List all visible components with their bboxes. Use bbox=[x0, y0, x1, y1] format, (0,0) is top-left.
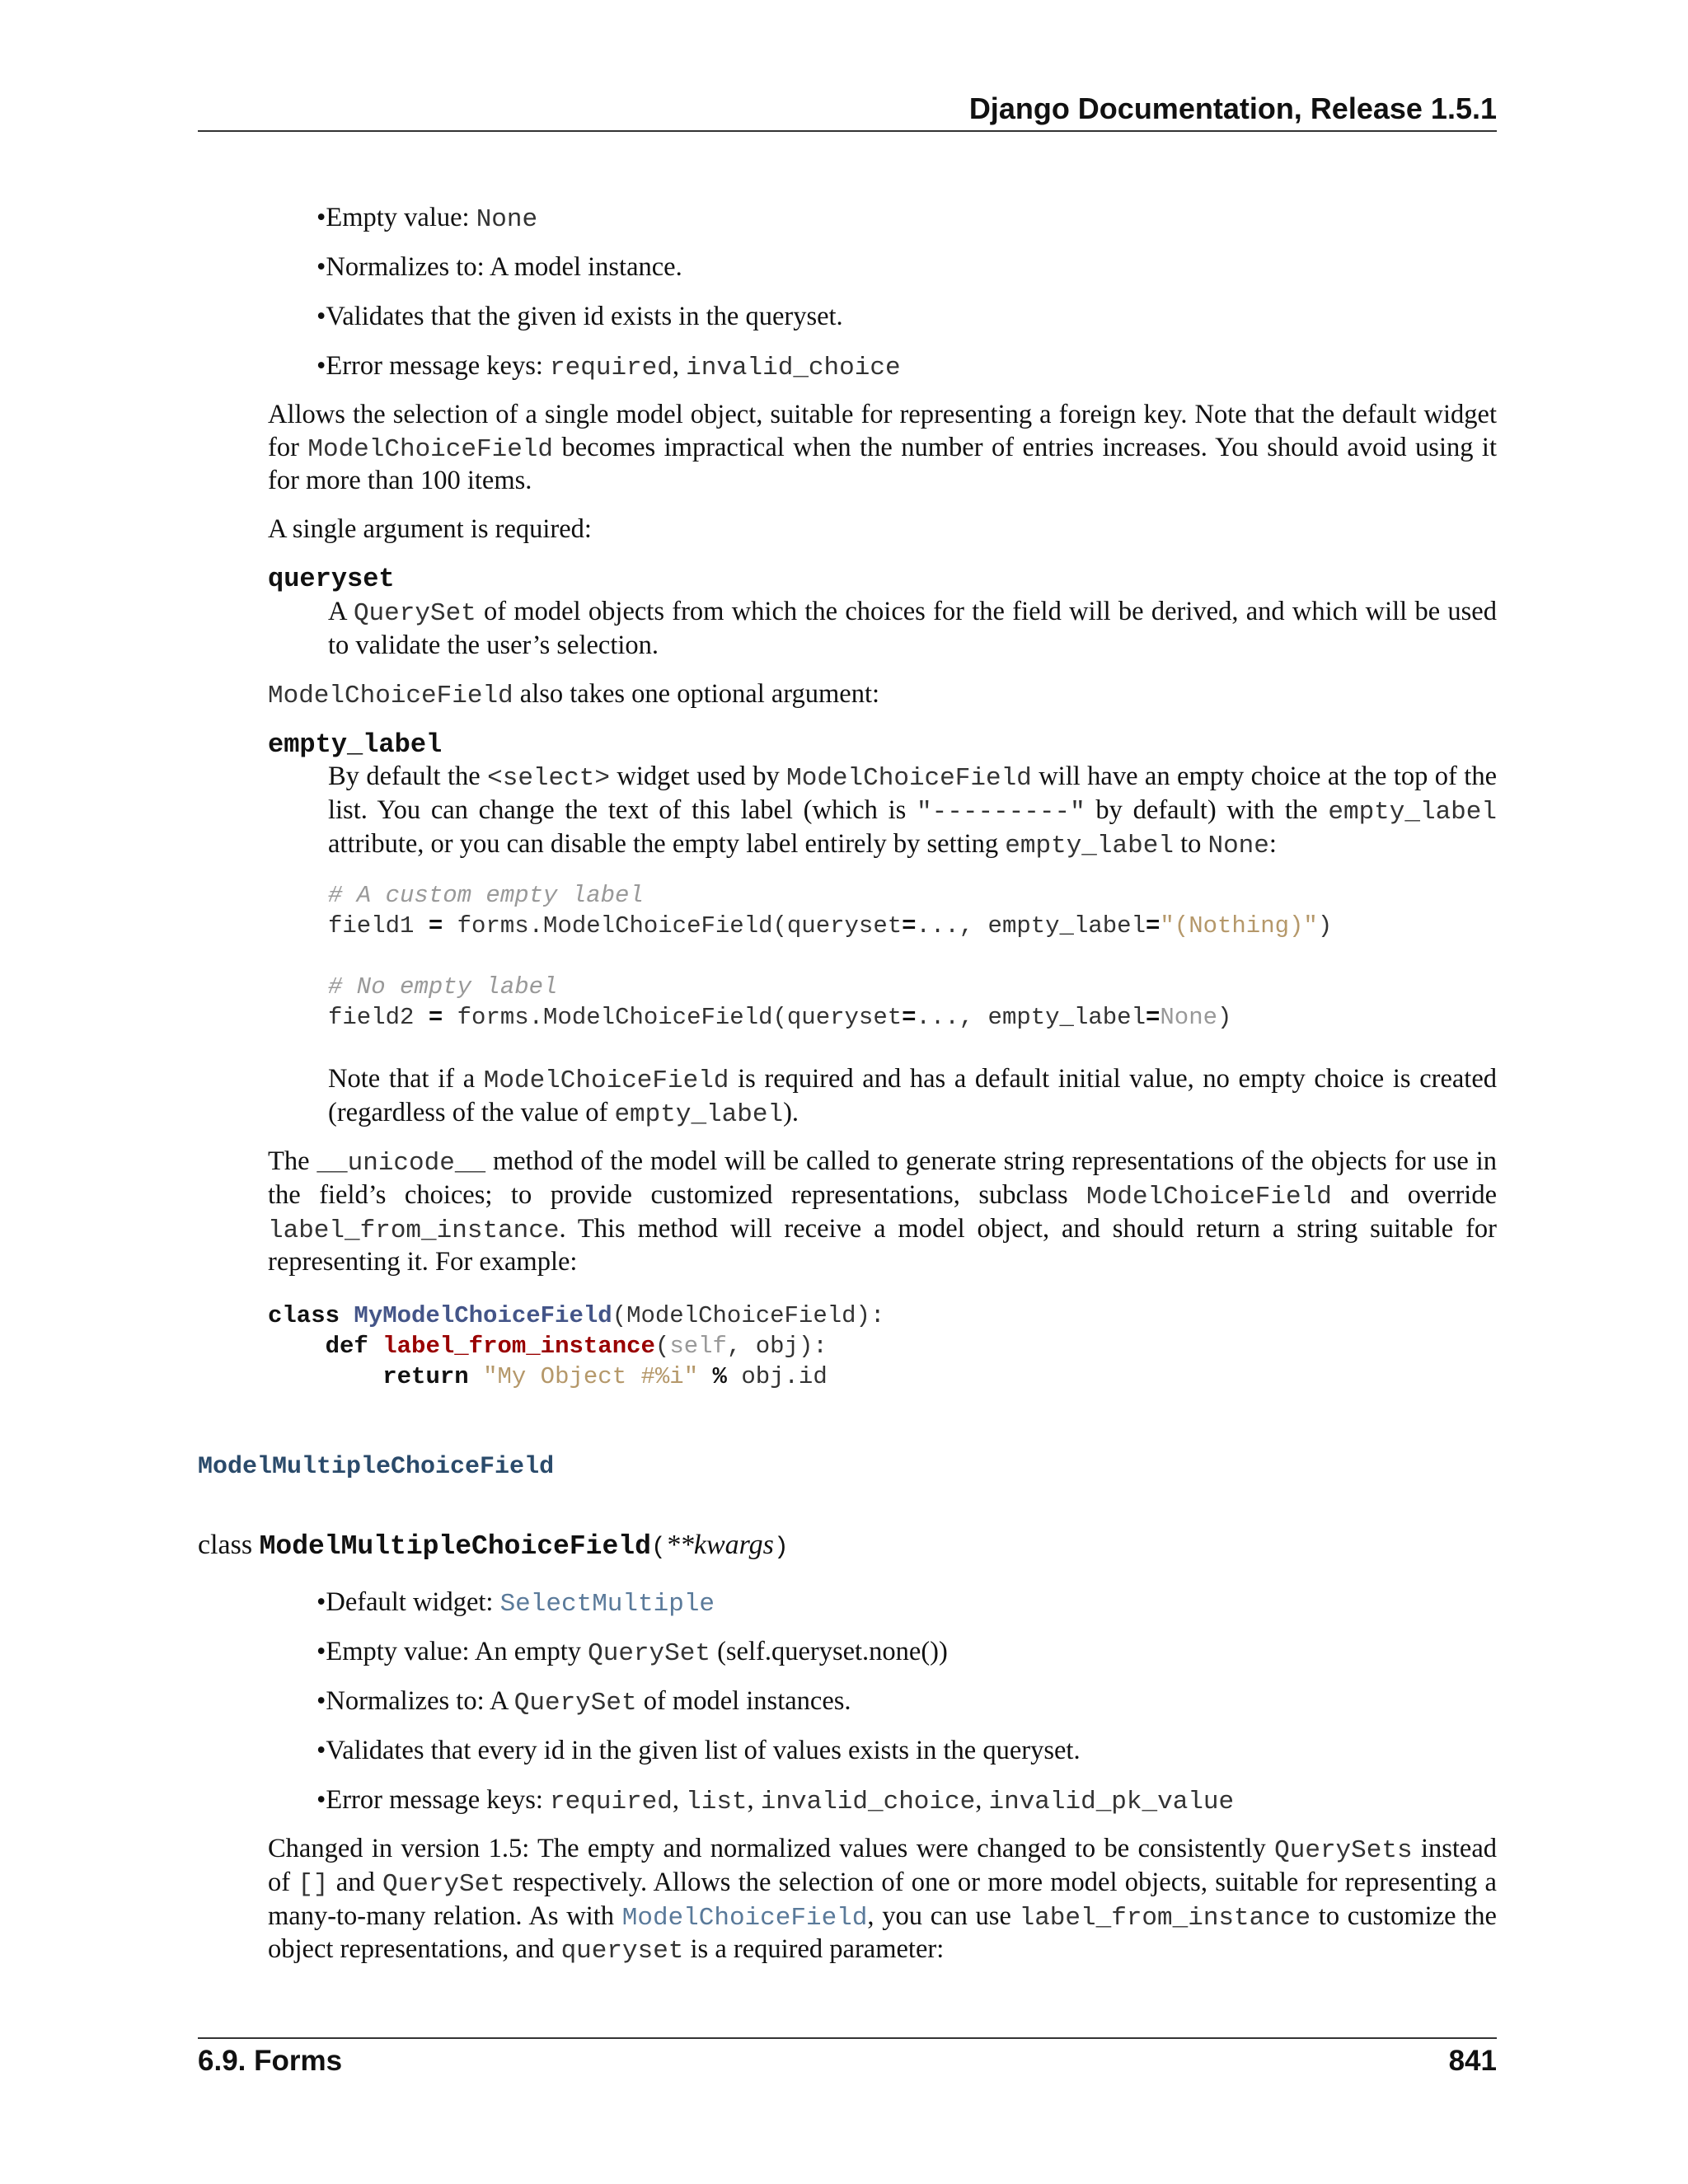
inline-code: QuerySet bbox=[513, 1689, 637, 1718]
text: also takes one optional argument: bbox=[513, 679, 880, 709]
code-text: field2 bbox=[328, 1004, 429, 1031]
term-queryset: queryset bbox=[268, 564, 395, 594]
text: . This method will receive a model object, and should return a string suitable for representing it. For example: bbox=[268, 1213, 1497, 1277]
code-text: ( bbox=[654, 1333, 670, 1360]
separator: , bbox=[672, 1785, 687, 1815]
signature-keyword: class bbox=[198, 1530, 260, 1560]
page-number: 841 bbox=[1448, 2045, 1497, 2077]
inline-code: required bbox=[550, 354, 673, 382]
code-operator: = bbox=[1145, 1004, 1160, 1031]
code-operator: = bbox=[902, 1004, 917, 1031]
text: becomes impractical when the number of entries increases. You should avoid using it for more than 100 items. bbox=[268, 432, 1497, 496]
code-comment: # A custom empty label bbox=[328, 882, 644, 909]
bullet-validates-every-id: •Validates that every id in the given list of values exists in the queryset. bbox=[316, 1736, 1081, 1765]
paragraph-allows-selection bbox=[268, 399, 1497, 498]
code-text: ) bbox=[1317, 912, 1333, 940]
code-class-name: MyModelChoiceField bbox=[354, 1302, 612, 1329]
modelchoicefield-link[interactable]: ModelChoiceField bbox=[621, 1903, 868, 1933]
bullet-error-keys-multiple bbox=[316, 1784, 1234, 1818]
bullet-text: (self.queryset.none()) bbox=[710, 1637, 948, 1666]
code-operator: = bbox=[428, 1004, 443, 1031]
bullet-normalizes: •Normalizes to: A model instance. bbox=[316, 252, 682, 282]
text: to customize the object representations, and bbox=[268, 1900, 1497, 1965]
text: will have an empty choice at the top of the list. You can change the text of this label (which is bbox=[328, 762, 1497, 825]
code-keyword: return bbox=[382, 1363, 469, 1390]
text: , you can use bbox=[867, 1900, 1020, 1931]
inline-code: invalid_choice bbox=[686, 354, 901, 382]
text: Note that if a bbox=[328, 1064, 484, 1094]
code-constant: None bbox=[1160, 1004, 1218, 1031]
signature-name: ModelMultipleChoiceField bbox=[259, 1531, 651, 1562]
section-heading-modelmultiplechoicefield: ModelMultipleChoiceField bbox=[198, 1453, 555, 1481]
inline-code: None bbox=[1207, 831, 1269, 860]
code-text: , obj): bbox=[726, 1333, 828, 1360]
bullet-text: •Default widget: bbox=[316, 1587, 500, 1617]
text: is a required parameter: bbox=[683, 1934, 945, 1965]
bullet-error-keys bbox=[316, 350, 901, 384]
code-operator: % bbox=[712, 1363, 727, 1390]
text: of model objects from which the choices for the field will be derived, and which will be used to validate the user’s selection. bbox=[328, 597, 1497, 660]
text: The bbox=[268, 1146, 317, 1176]
inline-code: QuerySets bbox=[1274, 1836, 1413, 1865]
bullet-validates: •Validates that the given id exists in the queryset. bbox=[316, 302, 843, 331]
code-function-name: label_from_instance bbox=[382, 1333, 655, 1360]
code-text: forms.ModelChoiceField(queryset bbox=[443, 1004, 903, 1031]
code-comment: # No empty label bbox=[328, 973, 558, 1001]
inline-code: list bbox=[686, 1788, 748, 1816]
inline-code: invalid_choice bbox=[760, 1788, 976, 1816]
paragraph-single-argument: A single argument is required: bbox=[268, 514, 592, 544]
bullet-text: •Error message keys: bbox=[316, 351, 551, 381]
bullet-normalizes-queryset bbox=[316, 1685, 851, 1719]
footer-rule bbox=[198, 2037, 1497, 2039]
signature-paren: ) bbox=[773, 1534, 789, 1562]
text: to bbox=[1173, 828, 1208, 859]
separator: , bbox=[975, 1785, 989, 1815]
code-string: "(Nothing)" bbox=[1160, 912, 1318, 940]
bullet-text: •Empty value: bbox=[316, 203, 476, 232]
code-keyword: class bbox=[268, 1302, 340, 1329]
code-text: field1 bbox=[328, 912, 429, 940]
note-required bbox=[328, 1063, 1497, 1131]
code-text: ..., empty_label bbox=[916, 1004, 1146, 1031]
paragraph-unicode bbox=[268, 1146, 1497, 1279]
selectmultiple-link[interactable]: SelectMultiple bbox=[499, 1590, 715, 1619]
text: is required and has a default initial value, no empty choice is created (regardless of the value of bbox=[328, 1064, 1498, 1127]
inline-code: empty_label bbox=[614, 1099, 784, 1129]
code-keyword: def bbox=[325, 1333, 368, 1360]
inline-code: label_from_instance bbox=[268, 1216, 560, 1245]
inline-code: "---------" bbox=[917, 797, 1085, 827]
signature-args: **kwargs bbox=[665, 1530, 774, 1560]
separator: , bbox=[747, 1785, 761, 1815]
code-operator: = bbox=[902, 912, 917, 940]
inline-code: QuerySet bbox=[588, 1639, 710, 1668]
inline-code: [] bbox=[298, 1869, 329, 1899]
code-text: obj.id bbox=[726, 1363, 828, 1390]
code-block-empty-label bbox=[328, 880, 1332, 1033]
inline-code: required bbox=[550, 1788, 673, 1816]
text: method of the model will be called to generate string representations of the objects for use in the field’s choices; to provide customized representations, subclass bbox=[268, 1146, 1497, 1210]
text: instead of bbox=[268, 1834, 1497, 1897]
inline-code: ModelChoiceField bbox=[483, 1066, 729, 1095]
code-operator: = bbox=[1145, 912, 1160, 940]
bullet-text: •Empty value: An empty bbox=[316, 1637, 588, 1666]
text: By default the bbox=[328, 762, 488, 791]
inline-code: ModelChoiceField bbox=[268, 682, 513, 710]
code-string: "My Object #%i" bbox=[483, 1363, 699, 1390]
code-self: self bbox=[669, 1333, 727, 1360]
inline-code: QuerySet bbox=[353, 599, 476, 628]
running-header: Django Documentation, Release 1.5.1 bbox=[968, 91, 1497, 125]
definition-empty-label bbox=[328, 761, 1497, 861]
text: Allows the selection of a single model object, suitable for representing a foreign key. Note that the default widget for bbox=[268, 400, 1497, 462]
code-text: (ModelChoiceField): bbox=[612, 1302, 885, 1329]
code-block-subclass bbox=[268, 1301, 884, 1392]
inline-code: <select> bbox=[487, 764, 610, 793]
text: and override bbox=[1331, 1179, 1498, 1210]
header-rule bbox=[198, 130, 1497, 132]
inline-code: QuerySet bbox=[382, 1869, 505, 1899]
text: : bbox=[1268, 828, 1277, 859]
term-empty-label: empty_label bbox=[268, 729, 443, 760]
class-signature bbox=[198, 1528, 789, 1563]
inline-code: label_from_instance bbox=[1019, 1903, 1311, 1933]
inline-code: __unicode__ bbox=[316, 1149, 486, 1178]
bullet-empty-value bbox=[316, 202, 537, 236]
code-text: ..., empty_label bbox=[916, 912, 1146, 940]
text: attribute, or you can disable the empty label entirely by setting bbox=[328, 828, 1006, 859]
inline-code: queryset bbox=[560, 1937, 684, 1966]
inline-code: empty_label bbox=[1328, 797, 1497, 827]
text: respectively. Allows the selection of one or more model objects, suitable for representing a many-to-many relation. As with bbox=[268, 1867, 1497, 1931]
inline-code: ModelChoiceField bbox=[786, 764, 1032, 793]
bullet-text: •Normalizes to: A bbox=[316, 1686, 514, 1716]
text: ). bbox=[783, 1097, 799, 1127]
inline-code: ModelChoiceField bbox=[307, 434, 554, 464]
signature-paren: ( bbox=[650, 1534, 666, 1562]
inline-code: ModelChoiceField bbox=[1086, 1182, 1332, 1212]
paragraph-optional-argument bbox=[268, 678, 1497, 712]
code-operator: = bbox=[428, 912, 443, 940]
inline-code: None bbox=[476, 205, 538, 234]
footer-section: 6.9. Forms bbox=[198, 2045, 343, 2077]
bullet-text: •Error message keys: bbox=[316, 1785, 551, 1815]
text: Changed in version 1.5: The empty and normalized values were changed to be consistently bbox=[268, 1834, 1275, 1863]
code-text: forms.ModelChoiceField(queryset bbox=[443, 912, 903, 940]
paragraph-changed-in-version bbox=[268, 1833, 1497, 1967]
text: widget used by bbox=[609, 762, 787, 791]
bullet-default-widget bbox=[316, 1586, 715, 1620]
inline-code: empty_label bbox=[1005, 831, 1174, 860]
definition-queryset bbox=[328, 596, 1497, 662]
code-text: ) bbox=[1217, 1004, 1232, 1031]
inline-code: invalid_pk_value bbox=[988, 1788, 1235, 1816]
bullet-text: of model instances. bbox=[636, 1686, 851, 1716]
separator: , bbox=[672, 351, 687, 381]
text: by default) with the bbox=[1085, 794, 1329, 825]
text: and bbox=[328, 1867, 382, 1897]
bullet-empty-value-queryset bbox=[316, 1636, 948, 1670]
text: A bbox=[328, 597, 354, 626]
